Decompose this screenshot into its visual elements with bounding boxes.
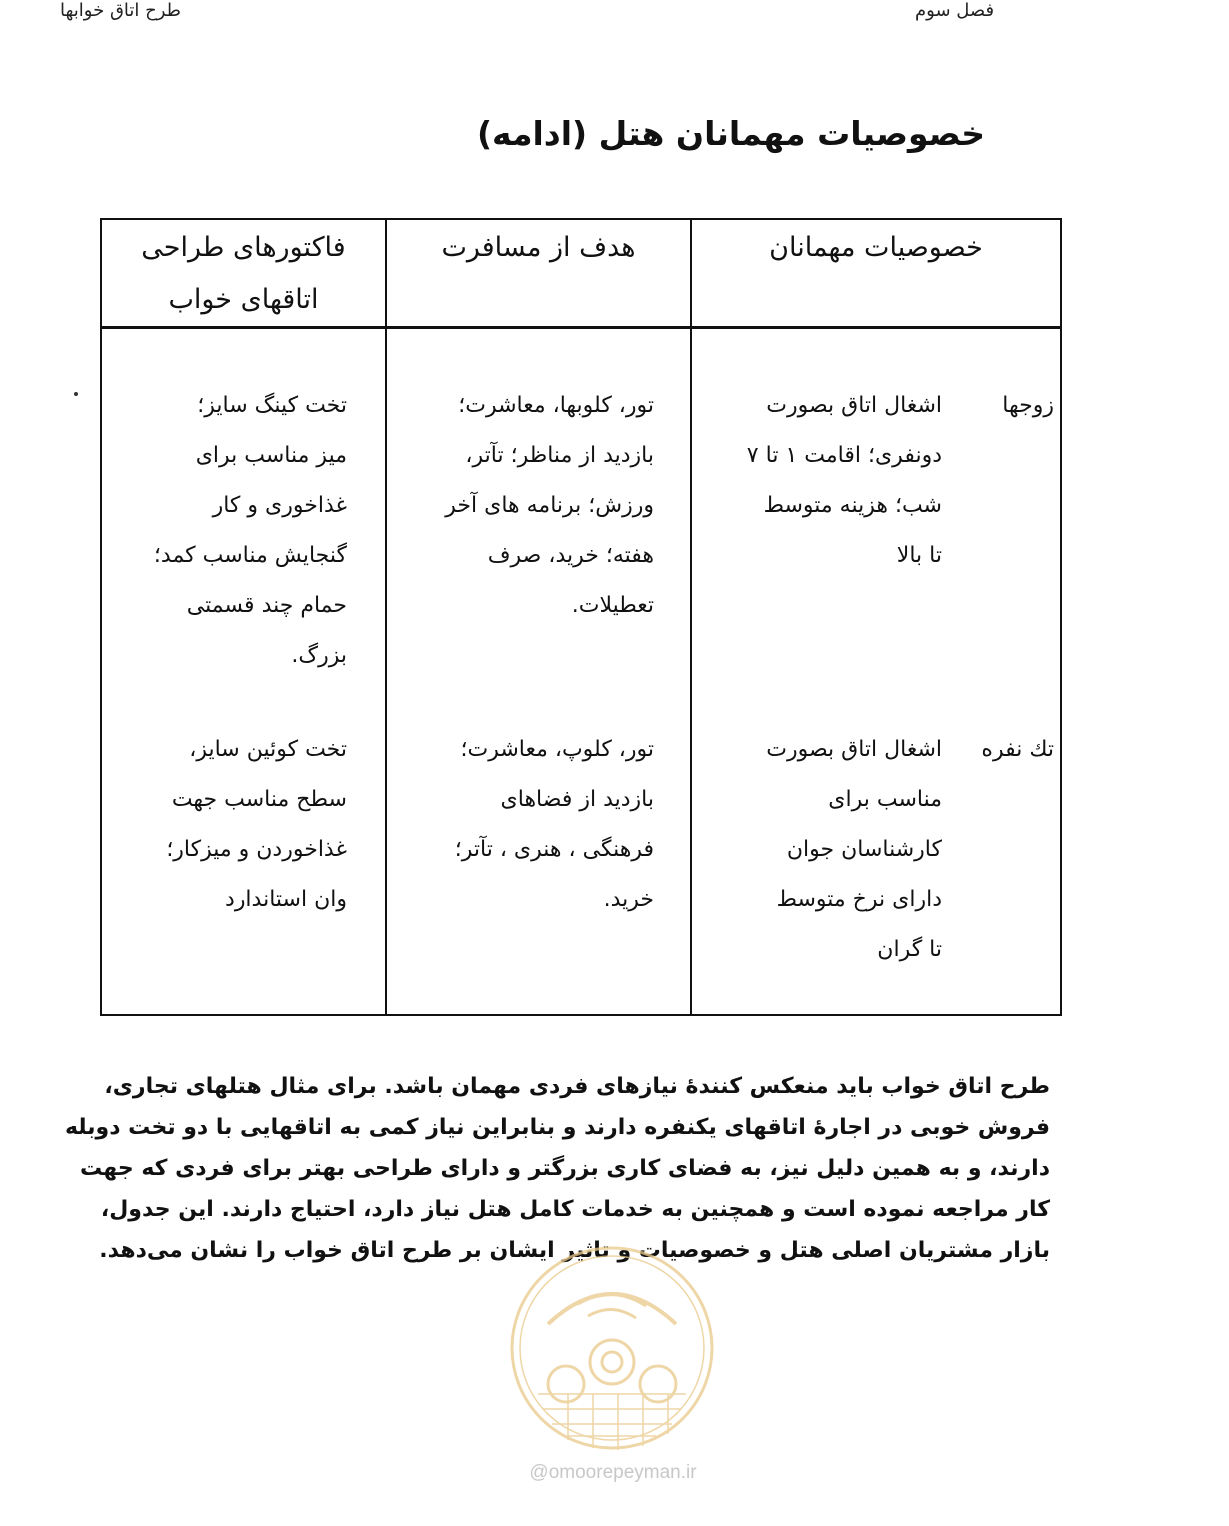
design-factors [102,381,347,681]
guest-cell [691,328,1061,1016]
header-design-factors [101,219,386,328]
guest-type-label: تك نفره [981,737,1054,762]
paragraph-line: بازار مشتریان اصلی هتل و خصوصیات و تاثیر ایشان بر طرح اتاق خواب را نشان می‌دهد. [99,1238,1050,1263]
text-line: دارای نرخ متوسط [776,887,942,912]
guest-description [692,381,942,581]
table-header-row [101,219,1061,328]
text-line: ورزش؛ برنامه های آخر [445,493,654,518]
running-header-left: طرح اتاق خوابها [60,0,181,21]
text-line: دونفری؛ اقامت ۱ تا ۷ [746,443,942,468]
text-line: گنجایش مناسب کمد؛ [153,543,347,568]
text-line: بزرگ. [291,643,347,668]
paragraph-line: دارند، و به همین دلیل نیز، به فضای کاری بزرگتر و دارای طراحی بهتر برای فردی که جهت [80,1156,1050,1181]
header-travel-purpose [386,219,691,328]
watermark-url: @omoorepeyman.ir [529,1462,697,1483]
text-line: حمام چند قسمتی [186,593,347,618]
header-guest-characteristics [691,219,1061,328]
page-title: خصوصیات مهمانان هتل (ادامه) [476,114,985,153]
paragraph-line: فروش خوبی در اجارهٔ اتاقهای یکنفره دارند و بنابراین نیاز کمی به اتاقهایی با دو تخت دوبله [64,1115,1050,1140]
text-line: اشغال اتاق بصورت [766,737,942,762]
text-line: سطح مناسب جهت [171,787,347,812]
text-line: تعطیلات. [571,593,654,618]
stray-mark [74,392,78,396]
header-label: خصوصیات مهمانان [769,232,983,263]
purpose-cell [386,328,691,1016]
text-line: فرهنگی ، هنری ، تآتر؛ [454,837,654,862]
text-line: تا بالا [896,543,942,568]
guest-characteristics-table [100,218,1062,1016]
text-line: تور، کلوپ، معاشرت؛ [460,737,654,762]
paragraph-line: طرح اتاق خواب باید منعکس کنندهٔ نیازهای فردی مهمان باشد. برای مثال هتلهای تجاری، [104,1074,1050,1099]
text-line: تخت کینگ سایز؛ [197,393,347,418]
text-line: وان استاندارد [225,887,347,912]
text-line: تور، کلوبها، معاشرت؛ [458,393,654,418]
purpose-block-single [387,631,690,925]
text-line: کارشناسان جوان [786,837,942,862]
text-line: اشغال اتاق بصورت [766,393,942,418]
body-paragraph [64,1066,1050,1271]
text-line: مناسب برای [828,787,942,812]
guest-description [692,725,942,975]
design-factors [102,725,347,925]
factors-block-couples [102,329,385,681]
running-header-right: فصل سوم [915,0,995,21]
table-row [101,328,1061,1016]
watermark-seal-logo [508,1244,716,1452]
guest-type-label: زوجها [1002,393,1054,418]
text-line: تا گران [877,937,942,962]
factors-cell [101,328,386,1016]
factors-block-single [102,681,385,925]
text-line: شب؛ هزینه متوسط [763,493,942,518]
header-label: فاکتورهای طراحی اتاقهای خواب [141,232,346,315]
header-label: هدف از مسافرت [441,232,636,263]
text-line: هفته؛ خرید، صرف [487,543,654,568]
guest-block-single [692,581,1060,975]
guest-block-couples [692,329,1060,581]
paragraph-line: کار مراجعه نموده است و همچنین به خدمات کامل هتل نیاز دارد، احتیاج دارند. این جدول، [100,1197,1050,1222]
text-line: میز مناسب برای [195,443,347,468]
text-line: غذاخوردن و میزکار؛ [166,837,347,862]
travel-purpose [387,381,654,631]
text-line: تخت کوئین سایز، [189,737,347,762]
text-line: غذاخوری و کار [212,493,347,518]
text-line: بازدید از مناظر؛ تآتر، [465,443,654,468]
text-line: بازدید از فضاهای [500,787,654,812]
purpose-block-couples [387,329,690,631]
travel-purpose [387,725,654,925]
text-line: خرید. [603,887,654,912]
